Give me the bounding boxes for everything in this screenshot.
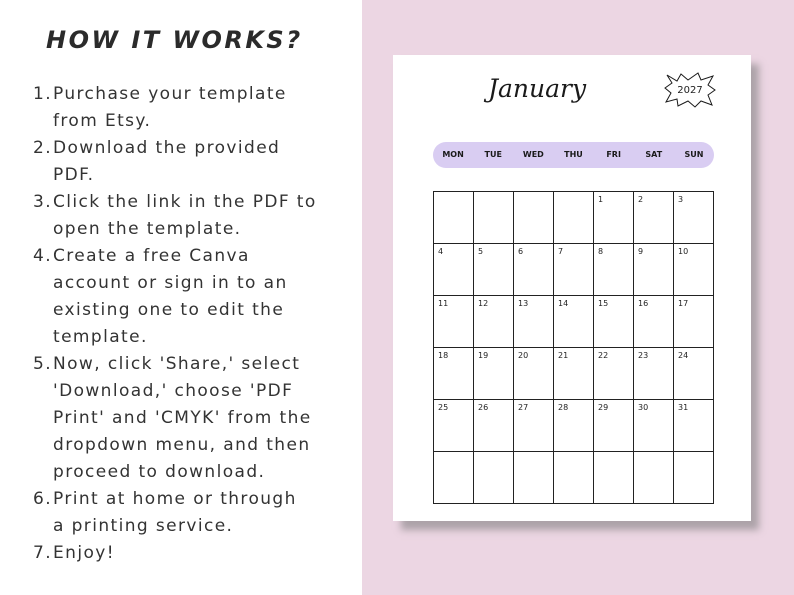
calendar-day-cell [674, 244, 714, 296]
calendar-day-cell [594, 348, 634, 400]
step-number: 5. [33, 354, 53, 374]
calendar-day-cell [674, 296, 714, 348]
calendar-day-cell [514, 400, 554, 452]
day-number: 18 [438, 351, 449, 360]
day-number: 22 [598, 351, 609, 360]
calendar-day-cell [434, 192, 474, 244]
step-number: 1. [33, 84, 53, 104]
day-number: 27 [518, 403, 529, 412]
calendar-day-cell [634, 244, 674, 296]
step-number: 4. [33, 246, 53, 266]
calendar-day-cell [634, 400, 674, 452]
day-number: 21 [558, 351, 569, 360]
weekday-label: MON [442, 150, 464, 159]
step-text: Print at home or through a printing service. [53, 489, 297, 536]
day-number: 12 [478, 299, 489, 308]
calendar-day-cell [514, 192, 554, 244]
calendar-day-cell [474, 348, 514, 400]
day-number: 31 [678, 403, 689, 412]
step-text: Download the provided PDF. [53, 138, 281, 185]
calendar-day-cell [434, 296, 474, 348]
calendar-day-cell [434, 244, 474, 296]
day-number: 6 [518, 247, 524, 256]
day-number: 10 [678, 247, 689, 256]
month-title: January [488, 74, 587, 103]
calendar-day-cell [434, 348, 474, 400]
step-number: 6. [33, 489, 53, 509]
calendar-day-cell [474, 244, 514, 296]
calendar-day-cell [514, 244, 554, 296]
calendar-day-cell [554, 192, 594, 244]
day-number: 13 [518, 299, 529, 308]
day-number: 8 [598, 247, 604, 256]
step-number: 2. [33, 138, 53, 158]
calendar-day-cell [554, 296, 594, 348]
calendar-day-cell [554, 348, 594, 400]
calendar-day-cell [674, 348, 714, 400]
step-text: Enjoy! [53, 543, 115, 563]
day-number: 2 [638, 195, 644, 204]
weekday-label: FRI [606, 150, 621, 159]
calendar-day-cell [474, 452, 514, 504]
calendar-day-cell [634, 296, 674, 348]
calendar-day-cell [514, 348, 554, 400]
day-number: 19 [478, 351, 489, 360]
calendar-day-cell [594, 244, 634, 296]
calendar-day-cell [634, 452, 674, 504]
step-text: Purchase your template from Etsy. [53, 84, 287, 131]
weekday-label: SUN [684, 150, 704, 159]
weekday-label: THU [564, 150, 583, 159]
day-number: 9 [638, 247, 644, 256]
weekday-label: WED [522, 150, 544, 159]
instructions-panel [0, 0, 362, 595]
calendar-day-cell [674, 400, 714, 452]
calendar-day-cell [434, 400, 474, 452]
day-number: 28 [558, 403, 569, 412]
day-number: 23 [638, 351, 649, 360]
day-number: 3 [678, 195, 684, 204]
calendar-day-cell [514, 452, 554, 504]
calendar-day-cell [594, 192, 634, 244]
day-number: 30 [638, 403, 649, 412]
calendar-day-cell [554, 452, 594, 504]
day-number: 29 [598, 403, 609, 412]
calendar-grid [433, 191, 714, 504]
step-item [33, 189, 353, 243]
day-number: 16 [638, 299, 649, 308]
weekday-bar [433, 142, 714, 168]
calendar-day-cell [434, 452, 474, 504]
day-number: 15 [598, 299, 609, 308]
year-label: 2027 [677, 85, 703, 96]
calendar-day-cell [594, 400, 634, 452]
weekday-label: TUE [484, 150, 502, 159]
day-number: 1 [598, 195, 604, 204]
step-item [33, 486, 353, 540]
step-number: 3. [33, 192, 53, 212]
step-item [33, 540, 353, 567]
day-number: 17 [678, 299, 689, 308]
day-number: 24 [678, 351, 689, 360]
day-number: 11 [438, 299, 449, 308]
calendar-day-cell [554, 244, 594, 296]
day-number: 25 [438, 403, 449, 412]
step-item [33, 243, 353, 351]
step-number: 7. [33, 543, 53, 563]
calendar-day-cell [594, 452, 634, 504]
calendar-day-cell [514, 296, 554, 348]
calendar-day-cell [674, 452, 714, 504]
calendar-day-cell [474, 296, 514, 348]
calendar-day-cell [594, 296, 634, 348]
calendar-day-cell [634, 348, 674, 400]
step-text: Create a free Canva account or sign in to an existing one to edit the template. [53, 246, 288, 347]
instructions-heading: HOW IT WORKS? [46, 26, 303, 54]
day-number: 4 [438, 247, 444, 256]
calendar-day-cell [474, 192, 514, 244]
step-item [33, 81, 353, 135]
day-number: 7 [558, 247, 564, 256]
step-text: Now, click 'Share,' select 'Download,' choose 'PDF Print' and 'CMYK' from the dropdown menu, and then proceed to download. [53, 354, 312, 482]
day-number: 5 [478, 247, 484, 256]
day-number: 14 [558, 299, 569, 308]
step-text: Click the link in the PDF to open the template. [53, 192, 317, 239]
calendar-day-cell [554, 400, 594, 452]
step-item [33, 351, 353, 486]
day-number: 26 [478, 403, 489, 412]
steps-list [33, 81, 353, 567]
step-item [33, 135, 353, 189]
weekday-label: SAT [645, 150, 663, 159]
calendar-day-cell [674, 192, 714, 244]
day-number: 20 [518, 351, 529, 360]
calendar-day-cell [474, 400, 514, 452]
calendar-day-cell [634, 192, 674, 244]
